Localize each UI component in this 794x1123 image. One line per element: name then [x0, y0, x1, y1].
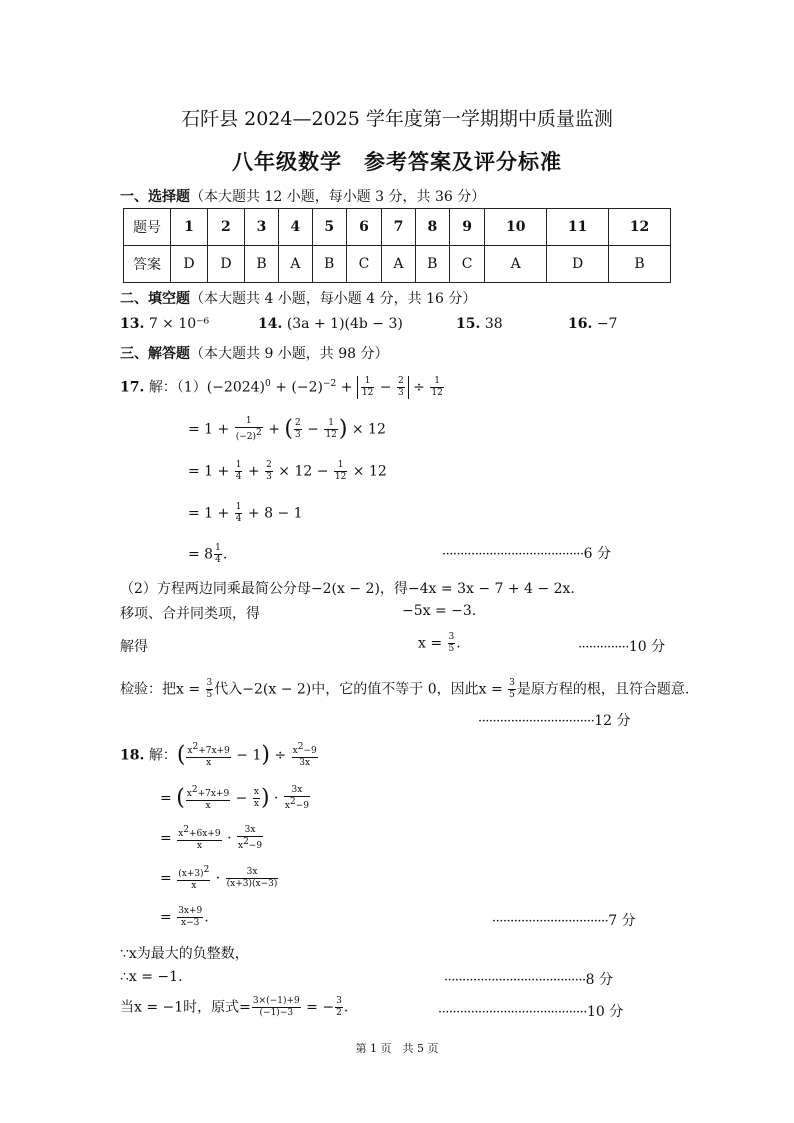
fill-answer-14 — [258, 316, 403, 332]
evaluate-label: 当x = −1时，原式= — [120, 999, 251, 1016]
q17-step-3: = 1 + $\frac{1}{4}$ + 8 − 1 — [188, 502, 303, 524]
check-part-c: 是原方程的根，且符合题意. — [516, 681, 690, 698]
dot-leader: ································ — [478, 714, 595, 729]
q17-part2-line1: （2）方程两边同乘最简公分母−2(x − 2)，得−4x = 3x − 7 + 4 − 2x. — [120, 581, 575, 597]
item-answer: 38 — [484, 316, 503, 332]
table-cell: 7 — [382, 209, 416, 246]
q17-step-4: = 8 $\frac{1}{4}$ . — [188, 543, 228, 565]
item-number: 15. — [456, 316, 481, 332]
item-number: 13. — [120, 316, 145, 332]
table-cell: 4 — [279, 209, 313, 246]
q17-part2-solution: x = $\frac{3}{5}$ . — [418, 632, 461, 654]
q18-evaluate: 当x = −1时，原式= $\frac{3\times(-1)+9}{(-1)-3}$ = − $\frac{3}{2}$ . — [120, 996, 349, 1018]
table-cell: 8 — [415, 209, 449, 246]
table-cell: 2 — [207, 209, 244, 246]
q18-score-7 — [492, 910, 636, 930]
q18-step-4: = $\frac{3x+9}{x-3}$ . — [160, 906, 209, 928]
item-number: 14. — [258, 316, 283, 332]
q18-step-1: = ( $\frac{x^2+7x+9}{x}$ − $\frac{x}{x}$ ) · $\frac{3x}{x^2-9}$ — [160, 785, 309, 811]
table-cell: 1 — [171, 209, 208, 246]
item-answer: (3a + 1)(4b − 3) — [286, 316, 403, 332]
document-title: 石阡县 2024—2025 学年度第一学期期中质量监测 — [181, 108, 613, 130]
table-cell: B — [415, 246, 449, 283]
section3-header — [120, 343, 389, 363]
table-cell: A — [382, 246, 416, 283]
dot-leader: ·············· — [578, 640, 629, 655]
table-cell: D — [207, 246, 244, 283]
page-footer: 第 1 页 共 5 页 — [355, 1042, 439, 1055]
q17-label: 17. — [120, 379, 145, 396]
score: 10 分 — [586, 1004, 624, 1020]
score: 8 分 — [585, 972, 614, 988]
section1-heading: 一、选择题 — [120, 189, 190, 205]
q17-check: 检验：把x = $\frac{3}{5}$ 代入−2(x − 2)中，它的值不等于 0，因此x = $\frac{3}{5}$ 是原方程的根，且符合题意. — [120, 678, 690, 700]
table-cell: C — [346, 246, 381, 283]
answer-table — [123, 208, 671, 283]
q17-score-6 — [442, 543, 611, 563]
q17-score-12 — [478, 710, 631, 730]
table-cell: C — [449, 246, 484, 283]
table-cell: D — [171, 246, 208, 283]
dot-leader: ········································· — [438, 1005, 587, 1020]
table-cell: B — [609, 246, 671, 283]
check-part-b: 代入−2(x − 2)中，它的值不等于 0，因此x = — [214, 681, 508, 698]
q17-intro: 解：（1） — [148, 379, 207, 396]
table-cell: 3 — [244, 209, 278, 246]
fill-answer-16 — [568, 316, 617, 332]
score: 12 分 — [594, 713, 631, 729]
section2-heading: 二、填空题 — [120, 291, 190, 307]
q17-part2-line2-eq: −5x = −3. — [402, 603, 477, 619]
table-cell: 11 — [547, 209, 609, 246]
table-cell: 10 — [485, 209, 547, 246]
section3-heading: 三、解答题 — [120, 346, 190, 362]
table-cell: 6 — [346, 209, 381, 246]
dot-leader: ································ — [492, 914, 609, 929]
table-cell: 12 — [609, 209, 671, 246]
q18-since: ∵x为最大的负整数， — [120, 946, 249, 962]
item-answer: 7 × 10⁻⁶ — [148, 316, 210, 332]
score: 7 分 — [608, 913, 636, 929]
row-label-number: 题号 — [124, 209, 171, 246]
q17-step-2: = 1 + $\frac{1}{4}$ + $\frac{2}{3}$ × 12 − $\frac{1}{12}$ × 12 — [188, 460, 387, 482]
item-number: 16. — [568, 316, 593, 332]
q18-score-10 — [438, 1001, 623, 1021]
table-cell: 5 — [312, 209, 346, 246]
fill-answer-13 — [120, 316, 209, 332]
row-label-answer: 答案 — [124, 246, 171, 283]
q18-label: 18. — [120, 747, 145, 764]
answer-table-number-row — [124, 209, 671, 246]
q17-part2-line2-label: 移项、合并同类项，得 — [120, 606, 260, 622]
section1-header — [120, 186, 485, 206]
q17-part2-line3-label: 解得 — [120, 639, 148, 655]
section2-header — [120, 288, 476, 308]
q18-score-8 — [444, 969, 613, 989]
fill-answer-15 — [456, 316, 503, 332]
section3-note: （本大题共 9 小题，共 98 分） — [190, 346, 389, 362]
answer-table-answer-row — [124, 246, 671, 283]
score: 10 分 — [628, 639, 666, 655]
score: 6 分 — [583, 546, 612, 562]
q18-therefore: ∴x = −1. — [120, 969, 183, 985]
table-cell: 9 — [449, 209, 484, 246]
q17-score-10 — [578, 636, 665, 656]
dot-leader: ······································· — [442, 547, 584, 562]
section2-note: （本大题共 4 小题，每小题 4 分，共 16 分） — [190, 291, 477, 307]
dot-leader: ······································· — [444, 973, 586, 988]
q18-step-3: = $\frac{(x+3)^2}{x}$ · $\frac{3x}{(x+3)(x-3)}$ — [160, 865, 278, 891]
item-answer: −7 — [596, 316, 618, 332]
q17-step-1: = 1 + $\frac{1}{(-2)^2}$ + ( $\frac{2}{3}$ − $\frac{1}{12}$ ) × 12 — [188, 416, 386, 442]
q17-line-1: 17. 解：$(1)(-2024)^0 + (-2)^{-2}$ + $\frac{1}{12}$ − $\frac{2}{3}$ ÷ $\frac{1}{12}$ — [120, 376, 443, 398]
q18-step-2: = $\frac{x^2+6x+9}{x}$ · $\frac{3x}{x^2-9}$ — [160, 825, 263, 851]
document-subtitle: 八年级数学 参考答案及评分标准 — [232, 149, 562, 174]
table-cell: B — [244, 246, 278, 283]
table-cell: B — [312, 246, 346, 283]
table-cell: A — [279, 246, 313, 283]
table-cell: A — [485, 246, 547, 283]
section1-note: （本大题共 12 小题，每小题 3 分，共 36 分） — [190, 189, 486, 205]
q18-intro: 解： — [148, 747, 177, 764]
q18-line-1: 18. 解：( $\frac{x^2+7x+9}{x}$ − 1) ÷ $\frac{x^2-9}{3x}$ — [120, 742, 317, 768]
check-part-a: 检验：把x = — [120, 681, 205, 698]
table-cell: D — [547, 246, 609, 283]
